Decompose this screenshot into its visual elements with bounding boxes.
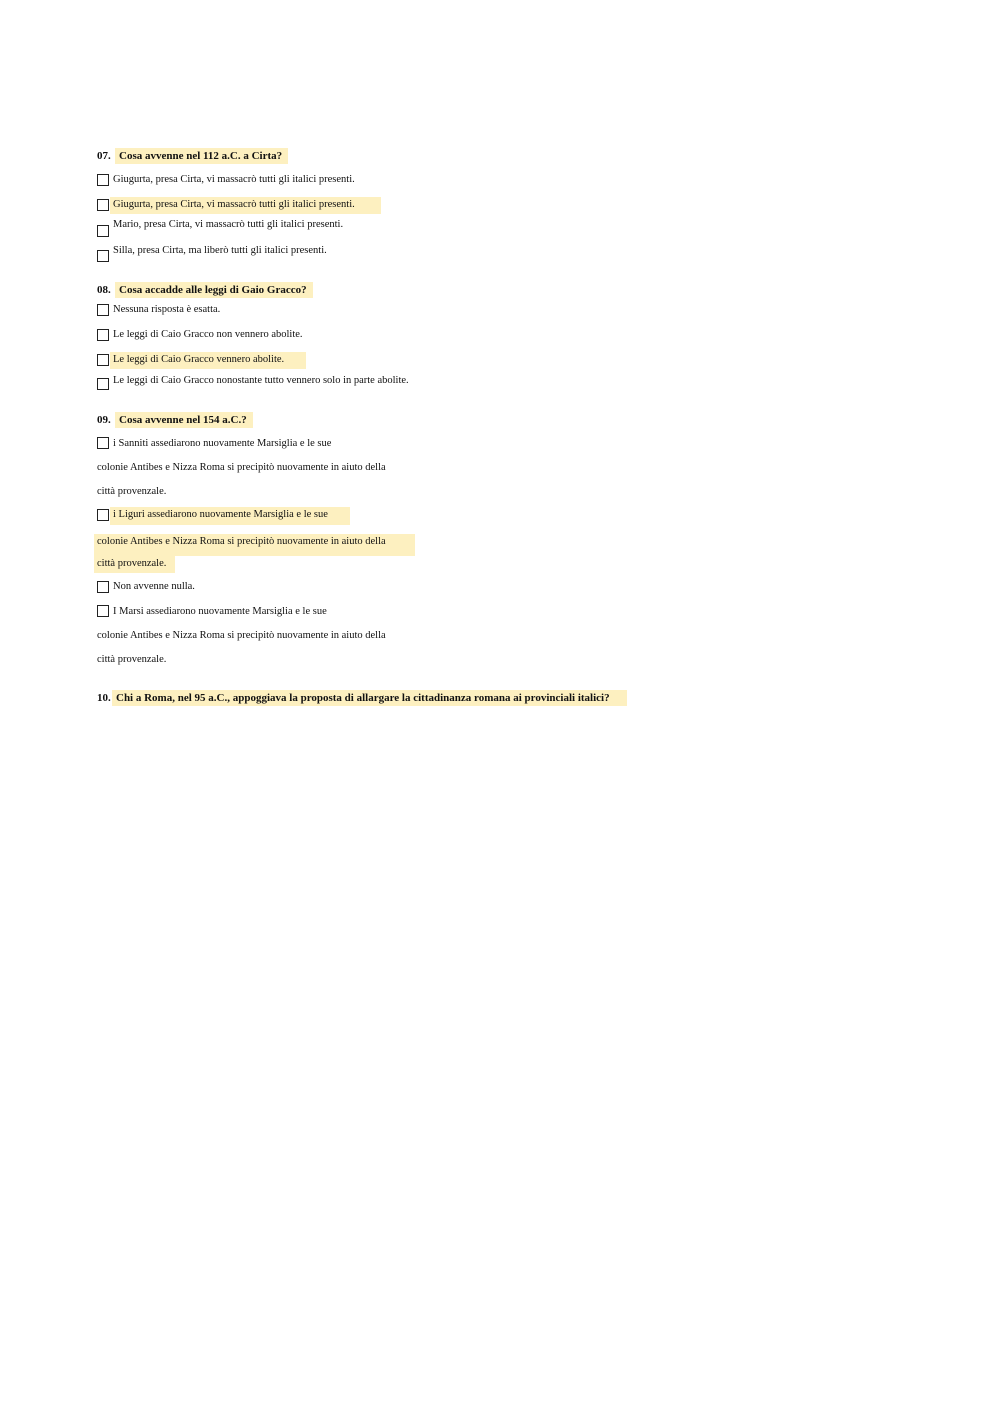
question-text: Cosa avvenne nel 112 a.C. a Cirta?	[115, 148, 288, 164]
question-number: 07.	[97, 150, 111, 162]
question-number: 10.	[97, 692, 111, 704]
checkbox[interactable]	[97, 174, 109, 186]
option-text: Mario, presa Cirta, vi massacrò tutti gli italici presenti.	[113, 219, 344, 230]
question-text: Cosa accadde alle leggi di Gaio Gracco?	[115, 282, 313, 298]
option-text: Nessuna risposta è esatta.	[113, 304, 221, 315]
checkbox[interactable]	[97, 354, 109, 366]
option-text: città provenzale.	[97, 654, 167, 665]
option-text: Giugurta, presa Cirta, vi massacrò tutti gli italici presenti.	[113, 174, 355, 185]
option-text: Non avvenne nulla.	[113, 581, 195, 592]
option-text: città provenzale.	[97, 558, 167, 569]
checkbox[interactable]	[97, 250, 109, 262]
option-text: colonie Antibes e Nizza Roma si precipitò nuovamente in aiuto della	[97, 630, 386, 641]
checkbox[interactable]	[97, 199, 109, 211]
option-text: Silla, presa Cirta, ma liberò tutti gli italici presenti.	[113, 245, 327, 256]
question-text: Cosa avvenne nel 154 a.C.?	[115, 412, 253, 428]
option-text: Le leggi di Caio Gracco non vennero abolite.	[113, 329, 303, 340]
checkbox[interactable]	[97, 304, 109, 316]
option-text: Le leggi di Caio Gracco vennero abolite.	[113, 354, 285, 365]
option-text: città provenzale.	[97, 486, 167, 497]
option-text: Le leggi di Caio Gracco nonostante tutto vennero solo in parte abolite.	[113, 375, 409, 386]
checkbox[interactable]	[97, 509, 109, 521]
option-text: i Liguri assediarono nuovamente Marsiglia e le sue	[113, 509, 328, 520]
question-number: 09.	[97, 414, 111, 426]
option-text: colonie Antibes e Nizza Roma si precipitò nuovamente in aiuto della	[97, 536, 386, 547]
checkbox[interactable]	[97, 605, 109, 617]
option-text: i Sanniti assediarono nuovamente Marsiglia e le sue	[113, 438, 332, 449]
option-text: I Marsi assediarono nuovamente Marsiglia e le sue	[113, 606, 327, 617]
checkbox[interactable]	[97, 225, 109, 237]
checkbox[interactable]	[97, 329, 109, 341]
checkbox[interactable]	[97, 437, 109, 449]
option-text: Giugurta, presa Cirta, vi massacrò tutti gli italici presenti.	[113, 199, 355, 210]
option-text: colonie Antibes e Nizza Roma si precipitò nuovamente in aiuto della	[97, 462, 386, 473]
question-text: Chi a Roma, nel 95 a.C., appoggiava la proposta di allargare la cittadinanza romana ai provinciali italici?	[112, 690, 627, 706]
checkbox[interactable]	[97, 378, 109, 390]
checkbox[interactable]	[97, 581, 109, 593]
question-number: 08.	[97, 284, 111, 296]
